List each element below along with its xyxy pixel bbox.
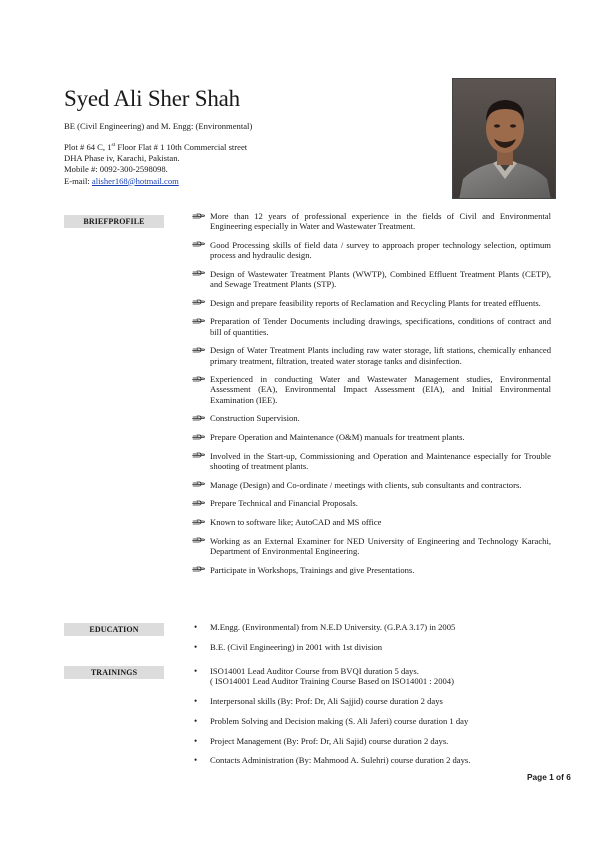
list-item: • Project Management (By: Prof: Dr, Ali Sajid) course duration 2 days.: [194, 735, 449, 746]
pointing-hand-icon: [192, 345, 208, 354]
list-item: Preparation of Tender Documents including drawings, specifications, conditions of contract and bill of quantities.: [192, 316, 551, 336]
mobile-number: Mobile #: 0092-300-2598098.: [64, 164, 168, 175]
list-item: • B.E. (Civil Engineering) in 2001 with 1st division: [194, 642, 383, 653]
list-item: • Problem Solving and Decision making (S. Ali Jaferi) course duration 1 day: [194, 715, 469, 726]
list-item: Design of Water Treatment Plants including raw water storage, lift stations, chemically enhanced primary treatment, filtration, treated water storage tanks and disinfection.: [192, 345, 551, 365]
section-label-brief-profile: BRIEFPROFILE: [64, 215, 164, 228]
section-label-trainings: TRAININGS: [64, 666, 164, 679]
address-line-1: Plot # 64 C, 1st Floor Flat # 1 10th Commercial street: [64, 142, 248, 152]
pointing-hand-icon: [192, 298, 208, 307]
pointing-hand-icon: [192, 536, 208, 545]
pointing-hand-icon: [192, 269, 208, 278]
list-item: Manage (Design) and Co-ordinate / meetings with clients, sub consultants and contractors.: [192, 480, 551, 490]
list-item: • Interpersonal skills (By: Prof: Dr, Ali Sajjid) course duration 2 days: [194, 696, 443, 706]
contact-block: [64, 142, 247, 187]
pointing-hand-icon: [192, 240, 208, 249]
pointing-hand-icon: [192, 565, 208, 574]
degree-line: BE (Civil Engineering) and M. Engg: (Environmental): [64, 121, 253, 131]
pointing-hand-icon: [192, 517, 208, 526]
list-item: Construction Supervision.: [192, 413, 551, 423]
list-item: More than 12 years of professional experience in the fields of Civil and Environmental Engineering especially in Water and Wastewater Treatment.: [192, 211, 551, 231]
list-item: • Contacts Administration (By: Mahmood A. Sulehri) course duration 2 days.: [194, 755, 471, 766]
pointing-hand-icon: [192, 374, 208, 383]
pointing-hand-icon: [192, 413, 208, 422]
list-item: Participate in Workshops, Trainings and give Presentations.: [192, 565, 551, 575]
list-item: Design of Wastewater Treatment Plants (WWTP), Combined Effluent Treatment Plants (CETP), and Sewage Treatment Plants (STP).: [192, 269, 551, 289]
bullet-dot-icon: •: [194, 735, 198, 746]
list-item: Experienced in conducting Water and Wastewater Management studies, Environmental Assessment (EA), Environmental Impact Assessment (EIA), and Initial Environmental Examination (IEE).: [192, 374, 551, 405]
bullet-dot-icon: •: [194, 666, 198, 676]
bullet-dot-icon: •: [194, 642, 198, 653]
pointing-hand-icon: [192, 451, 208, 460]
portrait-image: [453, 79, 556, 199]
pointing-hand-icon: [192, 480, 208, 489]
list-item: Known to software like; AutoCAD and MS office: [192, 517, 551, 527]
bullet-dot-icon: •: [194, 715, 198, 726]
pointing-hand-icon: [192, 432, 208, 441]
list-item: Prepare Operation and Maintenance (O&M) manuals for treatment plants.: [192, 432, 551, 442]
education-list: [192, 622, 551, 662]
list-item: Good Processing skills of field data / survey to approach proper technology selection, optimum process and hydraulic design.: [192, 240, 551, 260]
bullet-dot-icon: •: [194, 696, 198, 706]
list-item: Working as an External Examiner for NED University of Engineering and Technology Karachi, Department of Environmental Engineering.: [192, 536, 551, 556]
email-link[interactable]: alisher168@hotmail.com: [91, 175, 179, 186]
address-line-2: DHA Phase iv, Karachi, Pakistan.: [64, 153, 180, 164]
bullet-dot-icon: •: [194, 622, 198, 632]
page-number: Page 1 of 6: [527, 772, 571, 782]
trainings-list: [192, 666, 551, 775]
list-item: • ISO14001 Lead Auditor Course from BVQI duration 5 days. ( ISO14001 Lead Auditor Training Course Based on ISO14001 : 2004): [194, 666, 454, 687]
list-item: Design and prepare feasibility reports of Reclamation and Recycling Plants for treated effluents.: [192, 298, 551, 308]
candidate-name: Syed Ali Sher Shah: [64, 86, 240, 111]
pointing-hand-icon: [192, 498, 208, 507]
profile-photo: [452, 78, 556, 199]
list-item: Involved in the Start-up, Commissioning and Operation and Maintenance especially for Trouble shooting of treatment plants.: [192, 451, 551, 471]
pointing-hand-icon: [192, 316, 208, 325]
email-line: E-mail: alisher168@hotmail.com: [64, 175, 179, 186]
bullet-dot-icon: •: [194, 755, 198, 766]
pointing-hand-icon: [192, 211, 208, 220]
list-item: Prepare Technical and Financial Proposals.: [192, 498, 551, 508]
section-label-education: EDUCATION: [64, 623, 164, 636]
brief-profile-list: [192, 211, 551, 583]
list-item: • M.Engg. (Environmental) from N.E.D University. (G.P.A 3.17) in 2005: [194, 622, 456, 632]
